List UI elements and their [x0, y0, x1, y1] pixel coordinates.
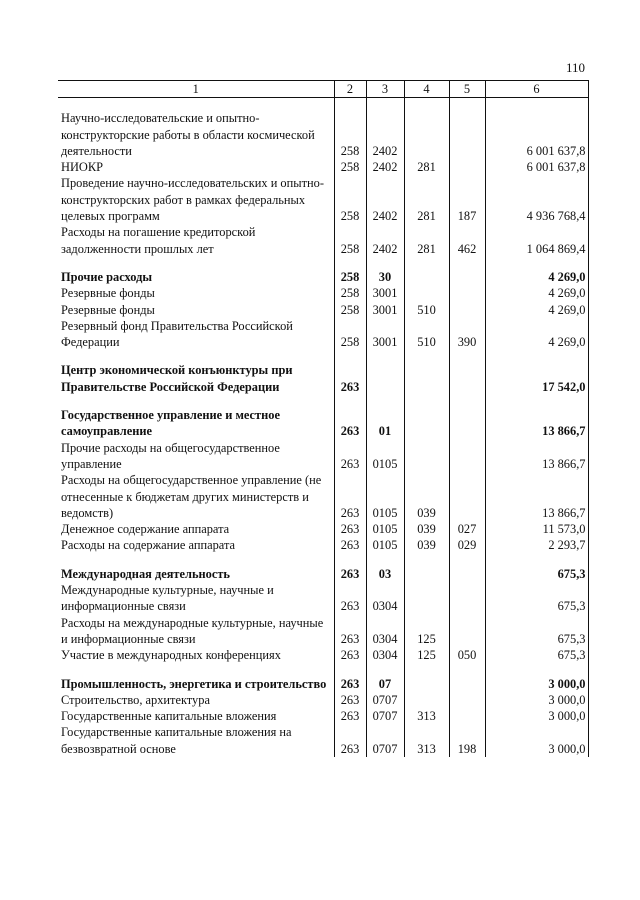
row-name-cell: Строительство, архитектура — [58, 692, 334, 708]
section-code-cell: 30 — [366, 269, 404, 285]
section-code-cell: 2402 — [366, 175, 404, 224]
section-code-cell: 3001 — [366, 302, 404, 318]
row-name-cell: НИОКР — [58, 159, 334, 175]
row-name-cell: Прочие расходы на общегосударственное управление — [58, 440, 334, 473]
column-header-3: 3 — [366, 81, 404, 98]
section-code-cell: 0105 — [366, 440, 404, 473]
target-article-cell — [404, 440, 449, 473]
spacer-cell — [485, 98, 588, 111]
amount-cell: 13 866,7 — [485, 407, 588, 440]
expense-type-cell — [449, 362, 485, 395]
row-name-cell: Расходы на международные культурные, научные и информационные связи — [58, 615, 334, 648]
column-header-2: 2 — [334, 81, 366, 98]
chapter-code-cell: 263 — [334, 521, 366, 537]
target-article-cell — [404, 676, 449, 692]
target-article-cell: 039 — [404, 521, 449, 537]
spacer-cell — [449, 664, 485, 676]
spacer-cell — [58, 257, 334, 269]
target-article-cell — [404, 269, 449, 285]
target-article-cell: 125 — [404, 615, 449, 648]
spacer-cell — [334, 395, 366, 407]
spacer-row — [58, 350, 588, 362]
chapter-code-cell: 263 — [334, 647, 366, 663]
table-row — [58, 224, 588, 257]
spacer-cell — [449, 350, 485, 362]
expense-type-cell: 198 — [449, 724, 485, 757]
expense-type-cell — [449, 708, 485, 724]
expense-type-cell: 390 — [449, 318, 485, 351]
amount-cell: 4 269,0 — [485, 285, 588, 301]
section-code-cell: 0707 — [366, 692, 404, 708]
section-row — [58, 269, 588, 285]
amount-cell: 13 866,7 — [485, 472, 588, 521]
expense-type-cell — [449, 692, 485, 708]
table-row — [58, 302, 588, 318]
target-article-cell — [404, 582, 449, 615]
chapter-code-cell: 263 — [334, 407, 366, 440]
expense-type-cell — [449, 440, 485, 473]
chapter-code-cell: 258 — [334, 285, 366, 301]
spacer-cell — [58, 395, 334, 407]
expense-type-cell — [449, 110, 485, 159]
section-row — [58, 566, 588, 582]
chapter-code-cell: 263 — [334, 566, 366, 582]
amount-cell: 4 269,0 — [485, 269, 588, 285]
expense-type-cell — [449, 302, 485, 318]
row-name-cell: Денежное содержание аппарата — [58, 521, 334, 537]
table-row — [58, 692, 588, 708]
row-name-cell: Резервные фонды — [58, 302, 334, 318]
target-article-cell: 281 — [404, 224, 449, 257]
chapter-code-cell: 263 — [334, 615, 366, 648]
table-row — [58, 472, 588, 521]
target-article-cell: 039 — [404, 537, 449, 553]
chapter-code-cell: 263 — [334, 708, 366, 724]
row-name-cell: Резервные фонды — [58, 285, 334, 301]
chapter-code-cell: 263 — [334, 440, 366, 473]
expense-type-cell — [449, 159, 485, 175]
amount-cell: 6 001 637,8 — [485, 110, 588, 159]
spacer-row — [58, 395, 588, 407]
target-article-cell — [404, 566, 449, 582]
spacer-cell — [366, 554, 404, 566]
spacer-cell — [404, 395, 449, 407]
spacer-cell — [449, 257, 485, 269]
section-row — [58, 362, 588, 395]
expense-type-cell — [449, 566, 485, 582]
chapter-code-cell: 263 — [334, 472, 366, 521]
section-code-cell: 0304 — [366, 615, 404, 648]
expense-type-cell: 462 — [449, 224, 485, 257]
spacer-cell — [404, 98, 449, 111]
spacer-cell — [485, 664, 588, 676]
spacer-cell — [449, 554, 485, 566]
spacer-cell — [366, 395, 404, 407]
chapter-code-cell: 258 — [334, 110, 366, 159]
amount-cell: 11 573,0 — [485, 521, 588, 537]
table-row — [58, 175, 588, 224]
target-article-cell: 313 — [404, 708, 449, 724]
table-row — [58, 440, 588, 473]
amount-cell: 4 936 768,4 — [485, 175, 588, 224]
chapter-code-cell: 263 — [334, 537, 366, 553]
row-name-cell: Участие в международных конференциях — [58, 647, 334, 663]
spacer-cell — [334, 664, 366, 676]
section-code-cell: 03 — [366, 566, 404, 582]
section-code-cell: 3001 — [366, 285, 404, 301]
target-article-cell: 281 — [404, 159, 449, 175]
row-name-cell: Расходы на содержание аппарата — [58, 537, 334, 553]
amount-cell: 4 269,0 — [485, 302, 588, 318]
spacer-cell — [366, 350, 404, 362]
section-code-cell: 3001 — [366, 318, 404, 351]
table-row — [58, 521, 588, 537]
spacer-cell — [485, 257, 588, 269]
expense-type-cell — [449, 615, 485, 648]
page-number: 110 — [565, 60, 585, 75]
expense-type-cell: 187 — [449, 175, 485, 224]
chapter-code-cell: 258 — [334, 318, 366, 351]
spacer-cell — [485, 554, 588, 566]
expense-type-cell — [449, 285, 485, 301]
amount-cell: 3 000,0 — [485, 692, 588, 708]
target-article-cell — [404, 110, 449, 159]
target-article-cell — [404, 407, 449, 440]
spacer-cell — [58, 350, 334, 362]
table-body — [58, 98, 588, 757]
row-name-cell: Промышленность, энергетика и строительство — [58, 676, 334, 692]
spacer-cell — [366, 664, 404, 676]
section-row — [58, 407, 588, 440]
spacer-cell — [404, 554, 449, 566]
table-row — [58, 708, 588, 724]
table-row — [58, 582, 588, 615]
amount-cell: 675,3 — [485, 615, 588, 648]
amount-cell: 2 293,7 — [485, 537, 588, 553]
spacer-cell — [485, 350, 588, 362]
chapter-code-cell: 263 — [334, 362, 366, 395]
target-article-cell: 510 — [404, 318, 449, 351]
chapter-code-cell: 258 — [334, 175, 366, 224]
amount-cell: 675,3 — [485, 582, 588, 615]
amount-cell: 675,3 — [485, 566, 588, 582]
expense-type-cell — [449, 472, 485, 521]
table-row — [58, 537, 588, 553]
spacer-cell — [334, 98, 366, 111]
row-name-cell: Государственные капитальные вложения — [58, 708, 334, 724]
row-name-cell: Расходы на погашение кредиторской задолженности прошлых лет — [58, 224, 334, 257]
row-name-cell: Государственное управление и местное самоуправление — [58, 407, 334, 440]
spacer-cell — [334, 257, 366, 269]
chapter-code-cell: 263 — [334, 724, 366, 757]
spacer-row — [58, 554, 588, 566]
section-code-cell: 2402 — [366, 224, 404, 257]
expense-type-cell — [449, 676, 485, 692]
spacer-row — [58, 664, 588, 676]
section-code-cell: 0105 — [366, 472, 404, 521]
section-code-cell: 0304 — [366, 582, 404, 615]
section-code-cell: 0105 — [366, 521, 404, 537]
spacer-cell — [334, 554, 366, 566]
spacer-cell — [404, 350, 449, 362]
chapter-code-cell: 258 — [334, 224, 366, 257]
spacer-cell — [334, 350, 366, 362]
table-row — [58, 110, 588, 159]
target-article-cell: 510 — [404, 302, 449, 318]
expense-type-cell: 029 — [449, 537, 485, 553]
section-code-cell — [366, 362, 404, 395]
target-article-cell: 125 — [404, 647, 449, 663]
expense-type-cell: 050 — [449, 647, 485, 663]
row-name-cell: Научно-исследовательские и опытно-конструкторские работы в области космической деятельности — [58, 110, 334, 159]
row-name-cell: Резервный фонд Правительства Российской Федерации — [58, 318, 334, 351]
target-article-cell — [404, 362, 449, 395]
spacer-cell — [485, 395, 588, 407]
chapter-code-cell: 258 — [334, 159, 366, 175]
table-row — [58, 615, 588, 648]
target-article-cell: 313 — [404, 724, 449, 757]
section-code-cell: 2402 — [366, 110, 404, 159]
expense-type-cell — [449, 407, 485, 440]
amount-cell: 1 064 869,4 — [485, 224, 588, 257]
section-row — [58, 676, 588, 692]
spacer-cell — [449, 98, 485, 111]
spacer-cell — [58, 554, 334, 566]
spacer-row — [58, 98, 588, 111]
column-header-1: 1 — [58, 81, 334, 98]
table-row — [58, 285, 588, 301]
column-header-4: 4 — [404, 81, 449, 98]
section-code-cell: 0707 — [366, 708, 404, 724]
table-row — [58, 724, 588, 757]
amount-cell: 3 000,0 — [485, 676, 588, 692]
section-code-cell: 0105 — [366, 537, 404, 553]
table-row — [58, 159, 588, 175]
row-name-cell: Проведение научно-исследовательских и опытно-конструкторских работ в рамках федеральных целевых программ — [58, 175, 334, 224]
section-code-cell: 07 — [366, 676, 404, 692]
row-name-cell: Прочие расходы — [58, 269, 334, 285]
target-article-cell — [404, 285, 449, 301]
column-header-6: 6 — [485, 81, 588, 98]
expense-type-cell — [449, 582, 485, 615]
row-name-cell: Центр экономической конъюнктуры при Правительстве Российской Федерации — [58, 362, 334, 395]
chapter-code-cell: 263 — [334, 692, 366, 708]
spacer-cell — [58, 664, 334, 676]
spacer-cell — [404, 257, 449, 269]
row-name-cell: Международная деятельность — [58, 566, 334, 582]
amount-cell: 13 866,7 — [485, 440, 588, 473]
spacer-cell — [404, 664, 449, 676]
target-article-cell — [404, 692, 449, 708]
amount-cell: 3 000,0 — [485, 708, 588, 724]
section-code-cell: 2402 — [366, 159, 404, 175]
section-code-cell: 0707 — [366, 724, 404, 757]
spacer-cell — [366, 257, 404, 269]
spacer-cell — [58, 98, 334, 111]
amount-cell: 675,3 — [485, 647, 588, 663]
row-name-cell: Международные культурные, научные и информационные связи — [58, 582, 334, 615]
amount-cell: 4 269,0 — [485, 318, 588, 351]
chapter-code-cell: 263 — [334, 582, 366, 615]
target-article-cell: 281 — [404, 175, 449, 224]
budget-table — [58, 80, 589, 757]
row-name-cell: Расходы на общегосударственное управление (не отнесенные к бюджетам других министерств и ведомств) — [58, 472, 334, 521]
target-article-cell: 039 — [404, 472, 449, 521]
expense-type-cell: 027 — [449, 521, 485, 537]
expense-type-cell — [449, 269, 485, 285]
spacer-cell — [449, 395, 485, 407]
table-header-row — [58, 81, 588, 98]
table-row — [58, 318, 588, 351]
amount-cell: 6 001 637,8 — [485, 159, 588, 175]
spacer-cell — [366, 98, 404, 111]
column-header-5: 5 — [449, 81, 485, 98]
table-row — [58, 647, 588, 663]
spacer-row — [58, 257, 588, 269]
row-name-cell: Государственные капитальные вложения на безвозвратной основе — [58, 724, 334, 757]
chapter-code-cell: 263 — [334, 676, 366, 692]
chapter-code-cell: 258 — [334, 302, 366, 318]
amount-cell: 17 542,0 — [485, 362, 588, 395]
section-code-cell: 01 — [366, 407, 404, 440]
amount-cell: 3 000,0 — [485, 724, 588, 757]
chapter-code-cell: 258 — [334, 269, 366, 285]
section-code-cell: 0304 — [366, 647, 404, 663]
